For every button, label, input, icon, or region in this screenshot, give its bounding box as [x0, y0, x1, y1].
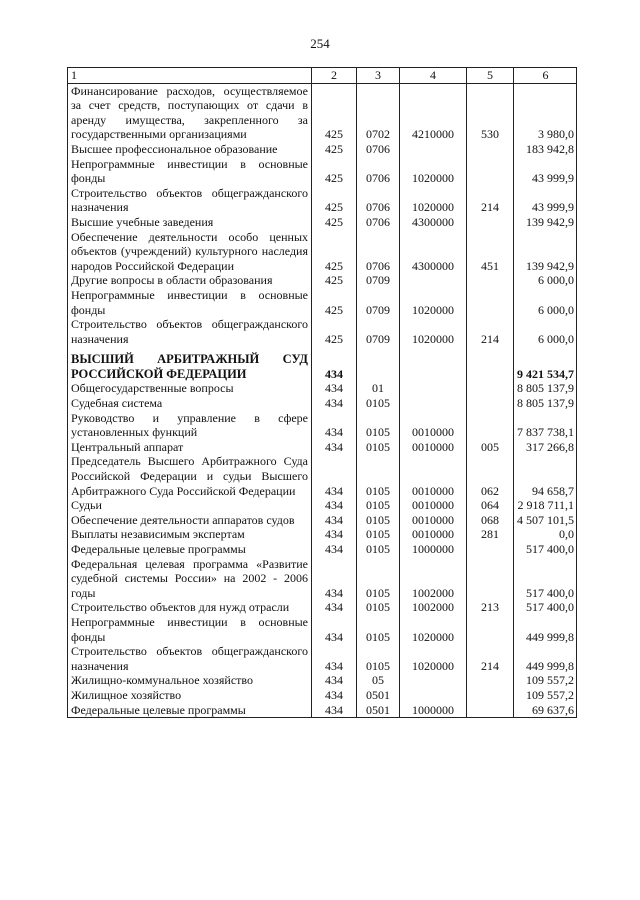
- section-code-cell: 0706: [357, 186, 400, 215]
- table-row: [68, 317, 577, 346]
- section-code-cell: 0702: [357, 83, 400, 142]
- item-name-cell: Председатель Высшего Арбитражного Суда Российской Федерации и судьи Высшего Арбитражного Суда Российской Федерации: [68, 454, 312, 498]
- section-code-cell: 0706: [357, 230, 400, 274]
- table-row: [68, 142, 577, 157]
- table-row: [68, 703, 577, 718]
- amount-cell: 0,0: [514, 527, 577, 542]
- amount-cell: 109 557,2: [514, 688, 577, 703]
- item-name-cell: Строительство объектов общегражданского назначения: [68, 317, 312, 346]
- expense-type-code-cell: 214: [467, 317, 514, 346]
- table-row: [68, 411, 577, 440]
- item-name-cell: Жилищное хозяйство: [68, 688, 312, 703]
- table-row: [68, 273, 577, 288]
- amount-cell: 139 942,9: [514, 230, 577, 274]
- target-item-code-cell: [400, 142, 467, 157]
- section-code-cell: 0706: [357, 215, 400, 230]
- ministry-code-cell: 425: [312, 186, 357, 215]
- target-item-code-cell: 1000000: [400, 542, 467, 557]
- section-code-cell: 0105: [357, 644, 400, 673]
- expense-type-code-cell: [467, 273, 514, 288]
- section-code-cell: 0706: [357, 157, 400, 186]
- budget-table: [67, 67, 577, 718]
- amount-cell: 43 999,9: [514, 186, 577, 215]
- ministry-code-cell: 434: [312, 498, 357, 513]
- amount-cell: 517 400,0: [514, 542, 577, 557]
- column-header: 4: [400, 68, 467, 84]
- ministry-code-cell: 434: [312, 600, 357, 615]
- section-code-cell: 0706: [357, 142, 400, 157]
- expense-type-code-cell: 068: [467, 513, 514, 528]
- ministry-code-cell: 434: [312, 615, 357, 644]
- expense-type-code-cell: 213: [467, 600, 514, 615]
- ministry-code-cell: 434: [312, 513, 357, 528]
- ministry-code-cell: 434: [312, 644, 357, 673]
- item-name-cell: Строительство объектов общегражданского назначения: [68, 186, 312, 215]
- table-row: [68, 288, 577, 317]
- amount-cell: 449 999,8: [514, 644, 577, 673]
- expense-type-code-cell: [467, 557, 514, 601]
- target-item-code-cell: 1020000: [400, 644, 467, 673]
- item-name-cell: Обеспечение деятельности аппаратов судов: [68, 513, 312, 528]
- item-name-cell: Строительство объектов для нужд отрасли: [68, 600, 312, 615]
- table-row: [68, 440, 577, 455]
- ministry-code-cell: 434: [312, 542, 357, 557]
- amount-cell: 517 400,0: [514, 600, 577, 615]
- column-header: 3: [357, 68, 400, 84]
- table-body: [68, 83, 577, 718]
- ministry-code-cell: 425: [312, 157, 357, 186]
- amount-cell: 7 837 738,1: [514, 411, 577, 440]
- target-item-code-cell: 1002000: [400, 600, 467, 615]
- expense-type-code-cell: [467, 352, 514, 381]
- item-name-cell: Финансирование расходов, осуществляемое за счет средств, поступающих от сдачи в аренду имущества, закрепленного за государственными организациями: [68, 83, 312, 142]
- section-code-cell: 0105: [357, 411, 400, 440]
- expense-type-code-cell: 281: [467, 527, 514, 542]
- table-row: [68, 381, 577, 396]
- section-code-cell: 0105: [357, 498, 400, 513]
- section-code-cell: 0709: [357, 288, 400, 317]
- expense-type-code-cell: 062: [467, 454, 514, 498]
- ministry-code-cell: 425: [312, 317, 357, 346]
- ministry-code-cell: 425: [312, 230, 357, 274]
- section-code-cell: 0105: [357, 440, 400, 455]
- section-code-cell: 01: [357, 381, 400, 396]
- amount-cell: 4 507 101,5: [514, 513, 577, 528]
- expense-type-code-cell: [467, 703, 514, 718]
- section-code-cell: 0709: [357, 273, 400, 288]
- item-name-cell: Строительство объектов общегражданского назначения: [68, 644, 312, 673]
- amount-cell: 43 999,9: [514, 157, 577, 186]
- section-code-cell: 05: [357, 673, 400, 688]
- expense-type-code-cell: [467, 215, 514, 230]
- ministry-code-cell: 434: [312, 352, 357, 381]
- target-item-code-cell: 4210000: [400, 83, 467, 142]
- item-name-cell: Федеральные целевые программы: [68, 542, 312, 557]
- target-item-code-cell: 1002000: [400, 557, 467, 601]
- target-item-code-cell: 4300000: [400, 215, 467, 230]
- ministry-code-cell: 425: [312, 215, 357, 230]
- column-header: 2: [312, 68, 357, 84]
- table-row: [68, 230, 577, 274]
- amount-cell: 69 637,6: [514, 703, 577, 718]
- section-code-cell: 0105: [357, 557, 400, 601]
- target-item-code-cell: [400, 673, 467, 688]
- target-item-code-cell: 1020000: [400, 615, 467, 644]
- ministry-code-cell: 434: [312, 381, 357, 396]
- amount-cell: 9 421 534,7: [514, 352, 577, 381]
- expense-type-code-cell: [467, 396, 514, 411]
- section-code-cell: 0105: [357, 513, 400, 528]
- ministry-code-cell: 425: [312, 288, 357, 317]
- item-name-cell: Непрограммные инвестиции в основные фонды: [68, 615, 312, 644]
- item-name-cell: Непрограммные инвестиции в основные фонды: [68, 288, 312, 317]
- ministry-code-cell: 434: [312, 411, 357, 440]
- item-name-cell: ВЫСШИЙ АРБИТРАЖНЫЙ СУД РОССИЙСКОЙ ФЕДЕРАЦИИ: [68, 352, 312, 381]
- item-name-cell: Федеральные целевые программы: [68, 703, 312, 718]
- target-item-code-cell: 1020000: [400, 288, 467, 317]
- item-name-cell: Жилищно-коммунальное хозяйство: [68, 673, 312, 688]
- amount-cell: 449 999,8: [514, 615, 577, 644]
- section-code-cell: 0105: [357, 396, 400, 411]
- table-row: [68, 688, 577, 703]
- target-item-code-cell: [400, 273, 467, 288]
- section-code-cell: 0105: [357, 527, 400, 542]
- item-name-cell: Общегосударственные вопросы: [68, 381, 312, 396]
- item-name-cell: Другие вопросы в области образования: [68, 273, 312, 288]
- table-row: [68, 498, 577, 513]
- table-row: [68, 157, 577, 186]
- section-code-cell: 0105: [357, 454, 400, 498]
- target-item-code-cell: 0010000: [400, 454, 467, 498]
- column-header: 1: [68, 68, 312, 84]
- table-header: [68, 68, 577, 84]
- target-item-code-cell: 0010000: [400, 513, 467, 528]
- ministry-code-cell: 425: [312, 273, 357, 288]
- amount-cell: 3 980,0: [514, 83, 577, 142]
- ministry-code-cell: 434: [312, 396, 357, 411]
- table-row: [68, 644, 577, 673]
- expense-type-code-cell: 451: [467, 230, 514, 274]
- section-code-cell: 0501: [357, 688, 400, 703]
- expense-type-code-cell: [467, 411, 514, 440]
- target-item-code-cell: 1020000: [400, 317, 467, 346]
- expense-type-code-cell: 005: [467, 440, 514, 455]
- ministry-code-cell: 434: [312, 527, 357, 542]
- table-row: [68, 557, 577, 601]
- amount-cell: 517 400,0: [514, 557, 577, 601]
- ministry-code-cell: 434: [312, 673, 357, 688]
- expense-type-code-cell: [467, 142, 514, 157]
- target-item-code-cell: 0010000: [400, 498, 467, 513]
- table-row: [68, 600, 577, 615]
- expense-type-code-cell: [467, 542, 514, 557]
- amount-cell: 317 266,8: [514, 440, 577, 455]
- ministry-code-cell: 434: [312, 703, 357, 718]
- amount-cell: 6 000,0: [514, 273, 577, 288]
- amount-cell: 6 000,0: [514, 288, 577, 317]
- item-name-cell: Центральный аппарат: [68, 440, 312, 455]
- table-row: [68, 673, 577, 688]
- amount-cell: 2 918 711,1: [514, 498, 577, 513]
- table-row: [68, 527, 577, 542]
- amount-cell: 139 942,9: [514, 215, 577, 230]
- item-name-cell: Руководство и управление в сфере установленных функций: [68, 411, 312, 440]
- expense-type-code-cell: [467, 288, 514, 317]
- target-item-code-cell: 1000000: [400, 703, 467, 718]
- item-name-cell: Обеспечение деятельности особо ценных объектов (учреждений) культурного наследия народов Российской Федерации: [68, 230, 312, 274]
- target-item-code-cell: [400, 352, 467, 381]
- table-row: [68, 615, 577, 644]
- item-name-cell: Судьи: [68, 498, 312, 513]
- expense-type-code-cell: [467, 688, 514, 703]
- target-item-code-cell: [400, 381, 467, 396]
- section-code-cell: 0105: [357, 615, 400, 644]
- ministry-code-cell: 434: [312, 440, 357, 455]
- expense-type-code-cell: [467, 615, 514, 644]
- target-item-code-cell: [400, 688, 467, 703]
- ministry-code-cell: 434: [312, 557, 357, 601]
- item-name-cell: Федеральная целевая программа «Развитие судебной системы России» на 2002 - 2006 годы: [68, 557, 312, 601]
- table-row: [68, 352, 577, 381]
- table-row: [68, 513, 577, 528]
- table-row: [68, 215, 577, 230]
- header-row: [68, 68, 577, 84]
- table-row: [68, 396, 577, 411]
- expense-type-code-cell: [467, 673, 514, 688]
- ministry-code-cell: 425: [312, 142, 357, 157]
- table-row: [68, 186, 577, 215]
- section-code-cell: 0105: [357, 542, 400, 557]
- amount-cell: 94 658,7: [514, 454, 577, 498]
- expense-type-code-cell: [467, 157, 514, 186]
- item-name-cell: Непрограммные инвестиции в основные фонды: [68, 157, 312, 186]
- section-code-cell: 0501: [357, 703, 400, 718]
- section-code-cell: [357, 352, 400, 381]
- amount-cell: 8 805 137,9: [514, 396, 577, 411]
- section-code-cell: 0105: [357, 600, 400, 615]
- expense-type-code-cell: 214: [467, 186, 514, 215]
- target-item-code-cell: 1020000: [400, 186, 467, 215]
- item-name-cell: Высшее профессиональное образование: [68, 142, 312, 157]
- amount-cell: 183 942,8: [514, 142, 577, 157]
- target-item-code-cell: 0010000: [400, 411, 467, 440]
- page-number: 254: [310, 36, 330, 51]
- expense-type-code-cell: 064: [467, 498, 514, 513]
- table-row: [68, 542, 577, 557]
- table-row: [68, 454, 577, 498]
- item-name-cell: Судебная система: [68, 396, 312, 411]
- section-code-cell: 0709: [357, 317, 400, 346]
- table-row: [68, 83, 577, 142]
- expense-type-code-cell: 530: [467, 83, 514, 142]
- item-name-cell: Высшие учебные заведения: [68, 215, 312, 230]
- target-item-code-cell: 0010000: [400, 527, 467, 542]
- item-name-cell: Выплаты независимым экспертам: [68, 527, 312, 542]
- amount-cell: 6 000,0: [514, 317, 577, 346]
- amount-cell: 8 805 137,9: [514, 381, 577, 396]
- ministry-code-cell: 434: [312, 688, 357, 703]
- target-item-code-cell: 0010000: [400, 440, 467, 455]
- expense-type-code-cell: [467, 381, 514, 396]
- column-header: 5: [467, 68, 514, 84]
- expense-type-code-cell: 214: [467, 644, 514, 673]
- target-item-code-cell: [400, 396, 467, 411]
- ministry-code-cell: 434: [312, 454, 357, 498]
- amount-cell: 109 557,2: [514, 673, 577, 688]
- column-header: 6: [514, 68, 577, 84]
- target-item-code-cell: 4300000: [400, 230, 467, 274]
- ministry-code-cell: 425: [312, 83, 357, 142]
- target-item-code-cell: 1020000: [400, 157, 467, 186]
